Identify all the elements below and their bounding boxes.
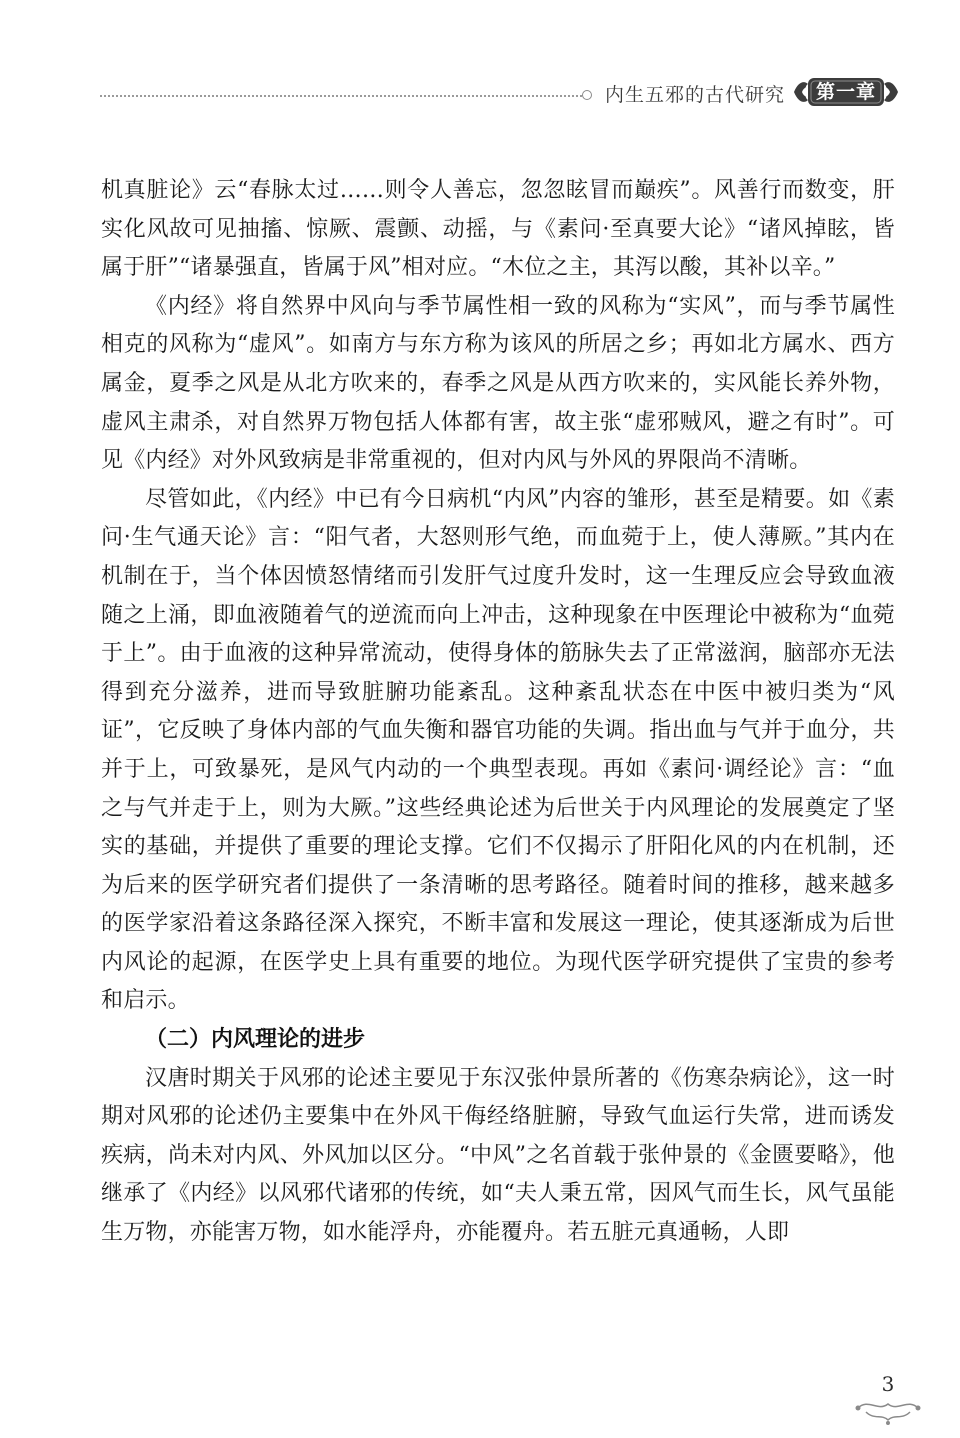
page-header xyxy=(0,0,960,140)
section-heading: （二）内风理论的进步 xyxy=(145,1027,366,1053)
running-title: 内生五邪的古代研究 xyxy=(605,84,786,106)
paragraph-3: 尽管如此，《内经》中已有今日病机“内风”内容的雏形，甚至是精要。如《素问·生气通天论》言：“阳气者，大怒则形气绝，而血菀于上，使人薄厥。”其内在机制在于，当个体因愤怒情绪而引发肝气过度升发时，这一生理反应会导致血液随之上涌，即血液随着气的逆流而向上冲击，这种现象在中医理论中被称为“血菀于上”。由于血液的这种异常流动，使得身体的筋脉失去了正常滋润，脑部亦无法得到充分滋养，进而导致脏腑功能紊乱。这种紊乱状态在中医中被归类为“风证”，它反映了身体内部的气血失衡和器官功能的失调。指出血与气并于血分，共并于上，可致暴死，是风气内动的一个典型表现。再如《素问·调经论》言：“血之与气并走于上，则为大厥。”这些经典论述为后世关于内风理论的发展奠定了坚实的基础，并提供了重要的理论支撑。它们不仅揭示了肝阳化风的内在机制，还为后来的医学研究者们提供了一条清晰的思考路径。随着时间的推移，越来越多的医学家沿着这条路径深入探究，不断丰富和发展这一理论，使其逐渐成为后世内风论的起源，在医学史上具有重要的地位。为现代医学研究提供了宝贵的参考和启示。 xyxy=(101,486,895,1014)
page-number-block xyxy=(848,1368,928,1432)
paragraph-1: 机真脏论》云“春脉太过……则令人善忘，忽忽眩冒而巅疾”。风善行而数变，肝实化风故可见抽搐、惊厥、震颤、动摇，与《素问·至真要大论》“诸风掉眩，皆属于肝”“诸暴强直，皆属于风”相对应。“木位之主，其泻以酸，其补以辛。” xyxy=(101,178,895,281)
chapter-badge xyxy=(792,74,900,110)
page-body xyxy=(101,172,895,1253)
header-circle-ornament xyxy=(582,90,592,100)
paragraph-4: 汉唐时期关于风邪的论述主要见于东汉张仲景所著的《伤寒杂病论》，这一时期对风邪的论述仍主要集中在外风干侮经络脏腑，导致气血运行失常，进而诱发疾病，尚未对内风、外风加以区分。“中风”之名首载于张仲景的《金匮要略》，他继承了《内经》以风邪代诸邪的传统，如“夫人秉五常，因风气而生长，风气虽能生万物，亦能害万物，如水能浮舟，亦能覆舟。若五脏元真通畅，人即 xyxy=(101,1065,895,1246)
page-number: 3 xyxy=(881,1372,895,1396)
header-dotted-rule xyxy=(100,95,586,97)
paragraph-2: 《内经》将自然界中风向与季节属性相一致的风称为“实风”，而与季节属性相克的风称为“虚风”。如南方与东方称为该风的所居之乡；再如北方属水、西方属金，夏季之风是从北方吹来的，春季之风是从西方吹来的，实风能长养外物，虚风主肃杀，对自然界万物包括人体都有害，故主张“虚邪贼风，避之有时”。可见《内经》对外风致病是非常重视的，但对内风与外风的界限尚不清晰。 xyxy=(101,293,895,474)
chapter-label: 第一章 xyxy=(815,81,876,103)
